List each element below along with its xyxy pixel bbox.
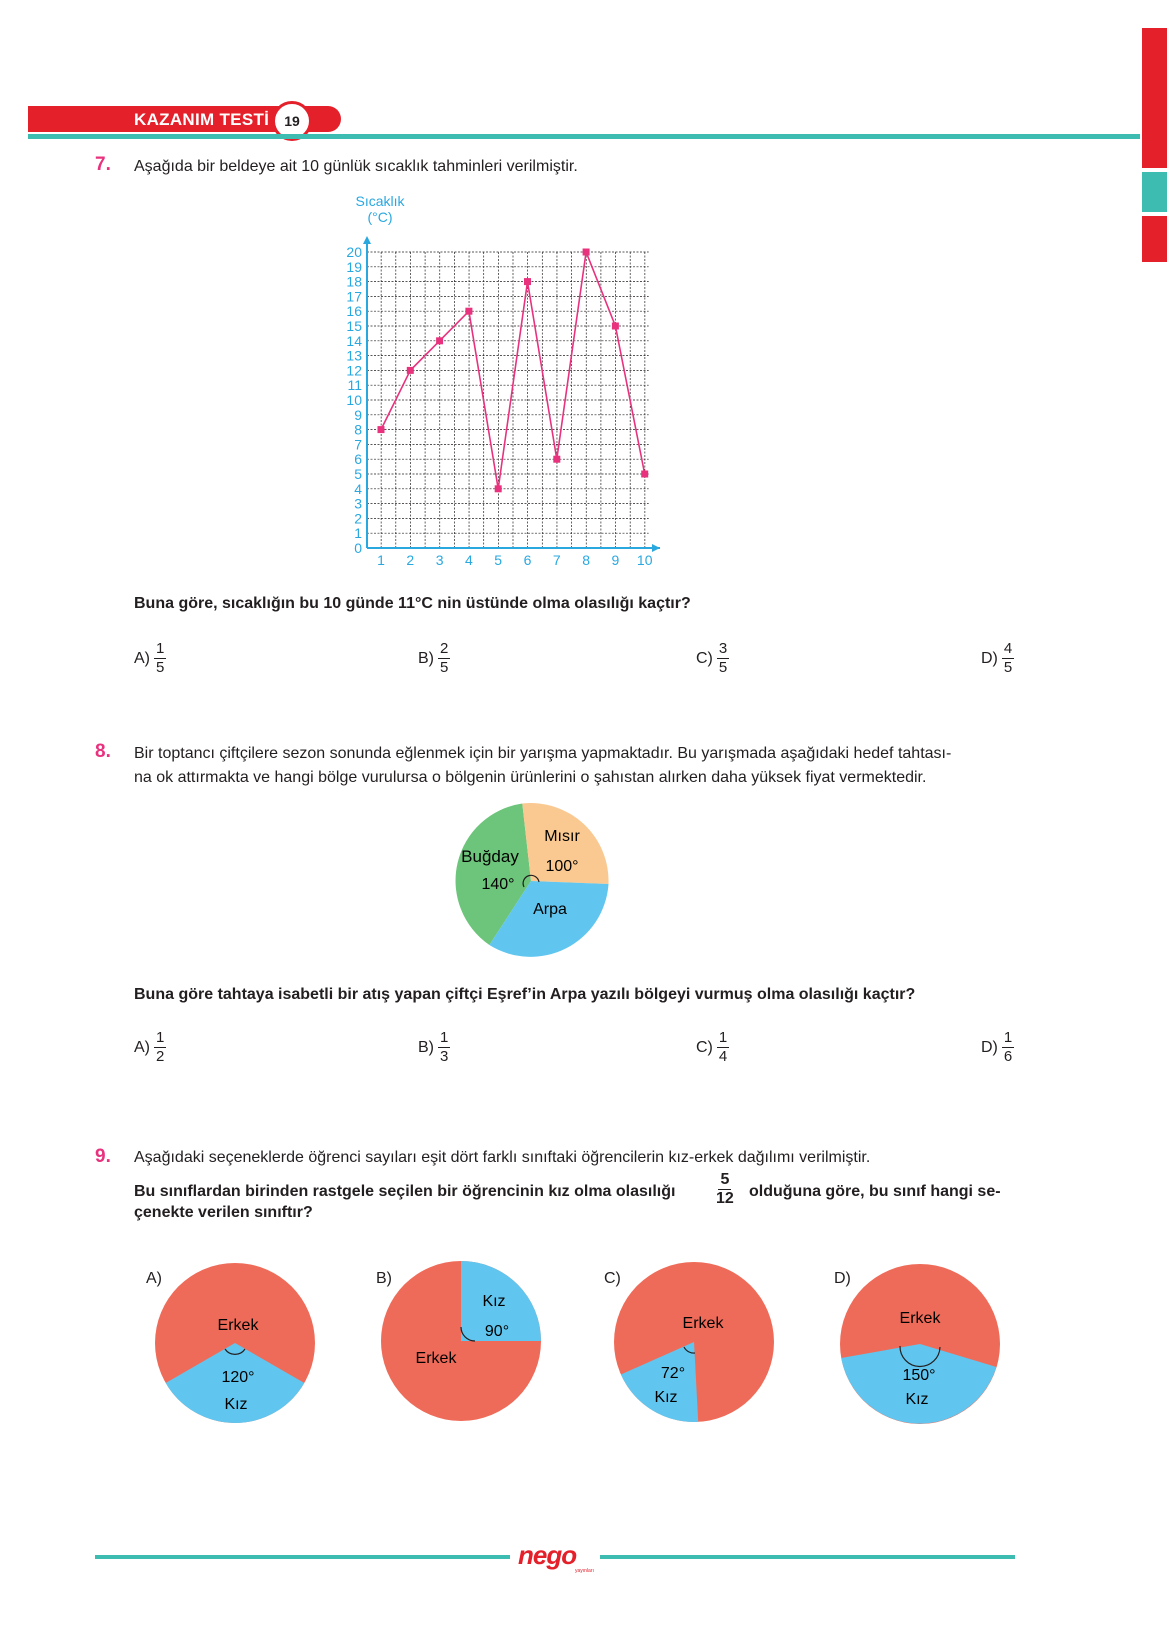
y-tick-label: 3 [354,495,362,512]
q8-number: 8. [95,741,111,762]
data-point [524,278,531,285]
fraction-denominator: 4 [718,1048,728,1065]
q9-fraction-den: 12 [716,1190,734,1207]
q8-text-line1: Bir toptancı çiftçilere sezon sonunda eğlenmek için bir yarışma yapmaktadır. Bu yarışmada aşağıdaki hedef tahtası- [134,745,952,762]
y-tick-label: 0 [354,540,362,556]
x-tick-label: 7 [552,552,561,568]
y-tick-label: 2 [354,510,362,527]
y-tick-label: 16 [346,303,362,320]
y-tick-label: 8 [354,421,362,438]
fraction-denominator: 6 [1003,1048,1013,1065]
fraction-numerator: 3 [718,640,728,657]
q9-option-b-label[interactable]: B) [376,1270,392,1287]
q9-number: 9. [95,1146,111,1167]
x-tick-label: 3 [435,552,444,568]
pie-b-kiz-label: Kız [482,1293,506,1310]
q9-option-c-pie[interactable] [610,1260,780,1430]
q9-question-part2: olduğuna göre, bu sınıf hangi se- [749,1183,1001,1200]
y-tick-label: 12 [346,362,362,379]
y-axis-arrow-icon [363,236,371,244]
q9-option-c-label[interactable]: C) [604,1270,621,1287]
option-label: D) [981,649,998,667]
header-divider [28,134,1140,139]
data-point [378,426,385,433]
option-label: C) [696,649,713,667]
x-tick-label: 10 [636,552,653,568]
data-point [495,485,502,492]
data-point [465,308,472,315]
q9-option-d-pie[interactable] [836,1258,1006,1428]
footer-line-right [600,1555,1015,1559]
q7-option-c[interactable] [696,641,729,676]
option-label: C) [696,1038,713,1056]
x-tick-label: 6 [523,552,532,568]
pie-d-angle: 150° [902,1367,936,1384]
q9-option-a-pie[interactable] [150,1258,320,1428]
fraction-denominator: 5 [156,659,165,676]
q7-option-a[interactable] [134,641,166,676]
x-tick-label: 4 [465,552,473,568]
y-tick-label: 4 [354,480,362,497]
pie-c-kiz-label: Kız [654,1389,678,1406]
option-fraction [1002,1030,1014,1065]
option-label: D) [981,1038,998,1056]
fraction-numerator: 2 [440,640,449,657]
fraction-numerator: 1 [440,1029,449,1046]
pie-b-angle: 90° [484,1323,510,1340]
chart-grid [367,252,649,548]
temperature-line-chart [320,188,680,573]
footer-line-left [95,1555,510,1559]
target-board-pie [440,795,630,965]
data-point [583,249,590,256]
data-point [553,456,560,463]
q9-option-d-label[interactable]: D) [834,1270,851,1287]
data-point [641,471,648,478]
y-tick-label: 7 [354,436,362,453]
q8-option-d[interactable] [981,1030,1014,1065]
x-tick-label: 9 [611,552,620,568]
q9-question-part1: Bu sınıflardan birinden rastgele seçilen bir öğrencinin kız olma olasılığı [134,1183,676,1200]
option-fraction [717,1030,729,1065]
x-tick-label: 5 [494,552,503,568]
q9-fraction [716,1172,734,1207]
pie-angle-misir: 100° [545,858,579,875]
option-fraction [717,641,729,676]
option-fraction [438,1030,450,1065]
x-tick-label: 2 [406,552,415,568]
option-fraction [154,1030,166,1065]
pie-c-angle: 72° [660,1365,686,1382]
data-point [407,367,414,374]
option-label: A) [134,1038,150,1056]
q9-option-a-label[interactable]: A) [146,1270,162,1287]
publisher-logo-sub: yayınları [575,1568,594,1574]
y-tick-label: 1 [354,525,362,542]
pie-c-erkek-label: Erkek [682,1315,724,1332]
fraction-numerator: 1 [156,640,165,657]
pie-label-bugday: Buğday [461,847,519,866]
q7-question: Buna göre, sıcaklığın bu 10 günde 11°C nin üstünde olma olasılığı kaçtır? [134,595,691,612]
y-tick-label: 10 [346,392,362,408]
q8-question: Buna göre tahtaya isabetli bir atış yapan çiftçi Eşref’in Arpa yazılı bölgeyi vurmuş olma olasılığı kaçtır? [134,986,916,1003]
pie-d-kiz-label: Kız [905,1391,929,1408]
q9-question-line2: çenekte verilen sınıftır? [134,1204,313,1221]
q7-option-d[interactable] [981,641,1014,676]
fraction-numerator: 4 [1003,640,1013,657]
q7-text: Aşağıda bir beldeye ait 10 günlük sıcaklık tahminleri verilmiştir. [134,158,578,175]
y-tick-label: 13 [346,347,362,364]
y-tick-label: 6 [354,451,362,468]
y-tick-label: 14 [346,332,362,349]
fraction-denominator: 5 [718,659,728,676]
q9-fraction-num: 5 [720,1171,730,1188]
fraction-denominator: 2 [156,1048,165,1065]
y-tick-label: 9 [354,406,362,423]
chart-ylabel-line1: Sıcaklık [355,193,405,209]
q8-option-c[interactable] [696,1030,729,1065]
data-point [436,337,443,344]
fraction-numerator: 1 [718,1029,728,1046]
option-label: A) [134,649,150,667]
test-number-badge: 19 [272,101,312,141]
option-fraction [154,641,166,676]
option-label: B) [418,649,434,667]
x-tick-label: 1 [377,552,385,568]
data-point [612,323,619,330]
pie-label-arpa: Arpa [533,901,567,918]
q8-option-b[interactable] [418,1030,450,1065]
option-fraction [438,641,450,676]
fraction-numerator: 1 [156,1029,165,1046]
y-tick-label: 19 [346,258,362,275]
y-tick-label: 15 [346,318,362,334]
q7-number: 7. [95,154,111,175]
pie-label-misir: Mısır [544,828,580,845]
pie-d-erkek-label: Erkek [899,1310,941,1327]
publisher-logo: nego [518,1540,577,1570]
pie-b-erkek-label: Erkek [415,1350,457,1367]
chart-ylabel-line2: (°C) [367,209,393,225]
test-title: KAZANIM TESTİ [134,110,270,129]
side-tab-teal [1142,172,1167,212]
q8-text-line2: na ok attırmakta ve hangi bölge vurulursa o bölgenin ürünlerini o şahıstan alırken daha yüksek fiyat vermektedir. [134,769,927,786]
fraction-denominator: 3 [440,1048,449,1065]
pie-a-angle: 120° [221,1369,255,1386]
pie-a-kiz-label: Kız [224,1396,248,1413]
option-label: B) [418,1038,434,1056]
pie-a-erkek-label: Erkek [217,1317,259,1334]
side-tab-red-top [1142,28,1167,168]
y-tick-label: 5 [354,466,362,482]
side-tab-red-bottom [1142,216,1167,262]
q7-option-b[interactable] [418,641,450,676]
pie-angle-bugday: 140° [481,876,515,893]
option-fraction [1002,641,1014,676]
y-tick-label: 11 [347,377,362,394]
y-tick-label: 20 [346,244,362,260]
q9-text: Aşağıdaki seçeneklerde öğrenci sayıları eşit dört farklı sınıftaki öğrencilerin kız-erkek dağılımı verilmiştir. [134,1149,871,1166]
fraction-denominator: 5 [1003,659,1013,676]
y-tick-label: 17 [346,288,362,305]
fraction-numerator: 1 [1003,1029,1013,1046]
q8-option-a[interactable] [134,1030,166,1065]
x-axis-arrow-icon [652,544,660,552]
q9-option-b-pie[interactable] [378,1258,548,1428]
y-tick-label: 18 [346,273,362,290]
fraction-denominator: 5 [440,659,449,676]
x-tick-label: 8 [582,552,590,568]
